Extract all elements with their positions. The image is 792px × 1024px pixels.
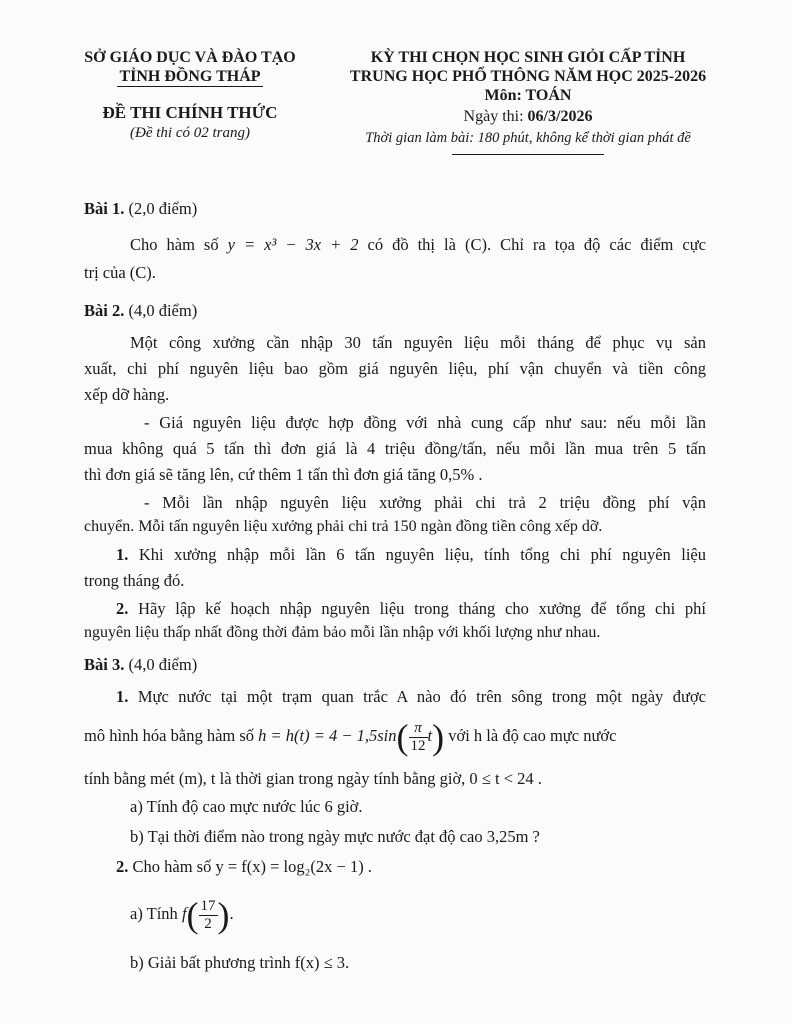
- bai1-formula: y = x³ − 3x + 2: [227, 235, 359, 254]
- bai3-q2-number: 2.: [116, 857, 129, 876]
- fraction-variable: t: [427, 726, 433, 745]
- bai3-title: Bài 3.: [84, 655, 125, 674]
- bai3-q1-number: 1.: [116, 687, 129, 706]
- bai3-q1b: b) Tại thời điểm nào trong ngày mực nước đạt độ cao 3,25m ?: [130, 827, 540, 846]
- bai2-p1-l3: xếp dỡ hàng.: [84, 385, 170, 404]
- bai3-q1-l2-text-a: mô hình hóa bằng hàm số: [84, 726, 259, 745]
- bai3-q2-text: Cho hàm số y = f(x) = log₂(2x − 1) .: [128, 857, 372, 876]
- fraction-denominator: 2: [204, 915, 212, 932]
- bai2-p3-l1: - Mỗi lần nhập nguyên liệu xưởng phải chi trả 2 triệu đồng phí vận: [144, 493, 706, 512]
- fraction-numerator: π: [409, 720, 428, 738]
- department-name: SỞ GIÁO DỤC VÀ ĐÀO TẠO: [84, 49, 296, 66]
- exam-date-value: 06/3/2026: [527, 108, 593, 125]
- bai3-q1-text: Mực nước tại một trạm quan trắc A nào đó trên sông trong một ngày được: [128, 687, 706, 706]
- bai2-q1-text: Khi xưởng nhập mỗi lần 6 tấn nguyên liệu, tính tổng chi phí nguyên liệu: [128, 545, 706, 564]
- bai3-q2a: [130, 892, 234, 936]
- bai3-formula: h = h(t) = 4 − 1,5sin: [258, 726, 397, 745]
- left-paren: (: [396, 717, 409, 758]
- bai2-title: Bài 2.: [84, 301, 125, 320]
- exam-title: KỲ THI CHỌN HỌC SINH GIỎI CẤP TỈNH: [370, 49, 686, 66]
- seventeen-halves-fraction: [199, 898, 218, 933]
- bai3-q1a: a) Tính độ cao mực nước lúc 6 giờ.: [130, 797, 363, 816]
- bai2-p1-l1: Một công xưởng cần nhập 30 tấn nguyên liệu mỗi tháng để phục vụ sản: [130, 333, 706, 352]
- bai1-line1: [84, 232, 706, 258]
- bai2-q2-number: 2.: [116, 599, 129, 618]
- bai3-q2a-label: a) Tính: [130, 904, 182, 923]
- bai3-q1-l3: tính bằng mét (m), t là thời gian trong ngày tính bằng giờ, 0 ≤ t < 24 .: [84, 769, 542, 788]
- exam-date: [328, 106, 728, 128]
- header-right: [328, 48, 728, 148]
- pi-over-12-fraction: [409, 720, 428, 755]
- time-note-label: Thời gian làm bài:: [365, 130, 478, 146]
- bai2-p2-l1: - Giá nguyên liệu được hợp đồng với nhà cung cấp như sau: nếu mỗi lần: [144, 413, 706, 432]
- header-left: [60, 48, 320, 142]
- bai3-q2: [116, 854, 706, 880]
- bai2-p2-l2: mua không quá 5 tấn thì đơn giá là 4 triệu đồng/tấn, nếu mỗi lần mua trên 5 tấn: [84, 439, 706, 458]
- bai2-points: (4,0 điểm): [124, 301, 198, 320]
- bai2-q1-l1: [84, 542, 706, 568]
- time-note: [328, 128, 728, 148]
- official-exam-label: ĐỀ THI CHÍNH THỨC: [102, 103, 278, 122]
- province-name: TỈNH ĐỒNG THÁP: [119, 68, 261, 85]
- subject: Môn: TOÁN: [484, 87, 572, 104]
- bai1-points: (2,0 điểm): [124, 199, 198, 218]
- bai3-points: (4,0 điểm): [124, 655, 198, 674]
- exam-date-label: Ngày thi:: [463, 108, 528, 125]
- bai1-heading: [84, 196, 706, 222]
- header-rule: [452, 154, 604, 155]
- time-note-value: 180 phút, không kể thời gian phát đề: [477, 130, 691, 146]
- bai1-title: Bài 1.: [84, 199, 125, 218]
- right-paren: ): [432, 717, 445, 758]
- fraction-numerator: 17: [200, 897, 216, 914]
- bai2-q1-number: 1.: [116, 545, 129, 564]
- page-count-note: (Đề thi có 02 trang): [130, 125, 250, 141]
- fraction-denominator: 12: [410, 737, 426, 754]
- bai1-text-a: Cho hàm số: [130, 235, 228, 254]
- bai3-heading: [84, 652, 706, 678]
- bai3-q2b: b) Giải bất phương trình f(x) ≤ 3.: [130, 953, 350, 972]
- bai2-q1-l2: trong tháng đó.: [84, 571, 185, 590]
- bai3-q2a-function: f: [181, 904, 187, 923]
- bai2-q2-l1: [84, 596, 706, 622]
- bai1-line2: trị của (C).: [84, 263, 156, 282]
- bai2-p3-l2: chuyển. Mỗi tấn nguyên liệu xưởng phải chi trả 150 ngàn đồng tiền công xếp dỡ.: [84, 518, 603, 535]
- bai2-p1-l2: xuất, chi phí nguyên liệu bao gồm giá nguyên liệu, phí vận chuyển và tiền công: [84, 359, 706, 378]
- exam-level: TRUNG HỌC PHỔ THÔNG NĂM HỌC 2025-2026: [349, 68, 707, 85]
- bai3-q1-l1: [84, 684, 706, 710]
- bai2-q2-l2: nguyên liệu thấp nhất đồng thời đảm bảo mỗi lần nhập với khối lượng như nhau.: [84, 624, 601, 641]
- left-paren: (: [186, 895, 199, 936]
- bai2-heading: [84, 298, 706, 324]
- bai2-p2-l3: thì đơn giá sẽ tăng lên, cứ thêm 1 tấn thì đơn giá tăng 0,5% .: [84, 465, 483, 484]
- bai3-q1-l2-text-b: với h là độ cao mực nước: [444, 726, 617, 745]
- bai3-q1-l2: [84, 716, 616, 756]
- bai1-text-b: có đồ thị là (C). Chỉ ra tọa độ các điểm cực: [358, 235, 706, 254]
- bai2-q2-text: Hãy lập kế hoạch nhập nguyên liệu trong tháng cho xưởng để tổng chi phí: [128, 599, 706, 618]
- right-paren: ): [217, 895, 230, 936]
- bai3-q2a-period: .: [229, 904, 234, 923]
